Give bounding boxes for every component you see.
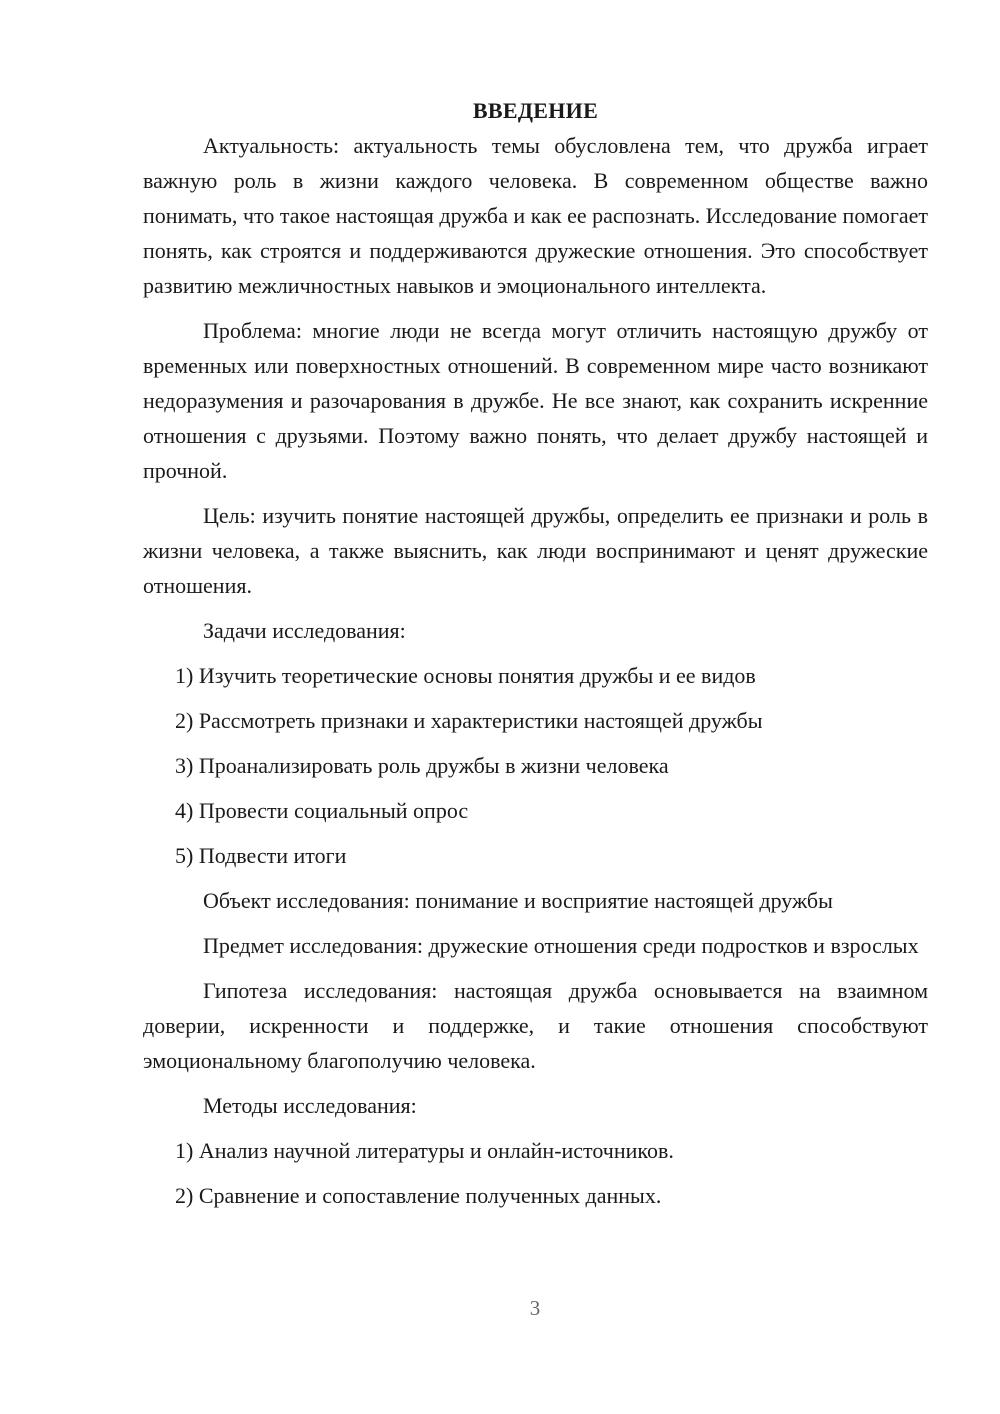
object-paragraph: Объект исследования: понимание и восприятие настоящей дружбы: [203, 888, 833, 913]
goal-paragraph: Цель: изучить понятие настоящей дружбы, определить ее признаки и роль в жизни человека, а также выяснить, как люди воспринимают и ценят дружеские отношения.: [143, 503, 928, 598]
page-content: [143, 94, 928, 1213]
task-item: 2) Рассмотреть признаки и характеристики настоящей дружбы: [175, 708, 763, 733]
methods-heading: Методы исследования:: [203, 1093, 417, 1118]
task-item: 3) Проанализировать роль дружбы в жизни человека: [175, 753, 669, 778]
task-item: 4) Провести социальный опрос: [175, 798, 469, 823]
task-item: 5) Подвести итоги: [175, 843, 347, 868]
section-heading: ВВЕДЕНИЕ: [472, 98, 599, 123]
page-number: 3: [529, 1296, 541, 1320]
relevance-paragraph: Актуальность: актуальность темы обусловлена тем, что дружба играет важную роль в жизни каждого человека. В современном обществе важно понимать, что такое настоящая дружба и как ее распознать. Исследование помогает понять, как строятся и поддерживаются дружеские отношения. Это способствует развитию межличностных навыков и эмоционального интеллекта.: [143, 133, 928, 298]
method-item: 2) Сравнение и сопоставление полученных данных.: [175, 1183, 662, 1208]
tasks-heading: Задачи исследования:: [203, 618, 406, 643]
subject-paragraph: Предмет исследования: дружеские отношения среди подростков и взрослых: [203, 933, 919, 958]
hypothesis-paragraph: Гипотеза исследования: настоящая дружба основывается на взаимном доверии, искренности и поддержке, и такие отношения способствуют эмоциональному благополучию человека.: [143, 978, 928, 1073]
task-item: 1) Изучить теоретические основы понятия дружбы и ее видов: [175, 663, 756, 688]
method-item: 1) Анализ научной литературы и онлайн-источников.: [175, 1138, 674, 1163]
problem-paragraph: Проблема: многие люди не всегда могут отличить настоящую дружбу от временных или поверхностных отношений. В современном мире часто возникают недоразумения и разочарования в дружбе. Не все знают, как сохранить искренние отношения с друзьями. Поэтому важно понять, что делает дружбу настоящей и прочной.: [143, 318, 928, 483]
